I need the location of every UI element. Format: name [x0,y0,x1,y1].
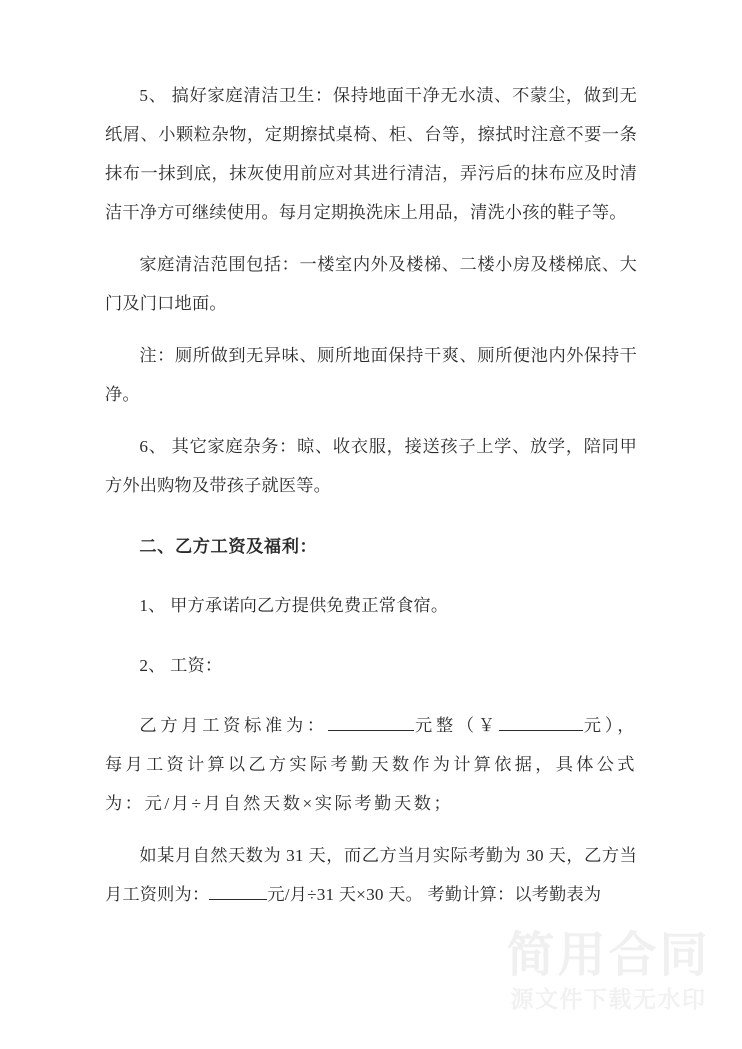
watermark [486,928,731,1014]
paragraph-cleaning-scope: 家庭清洁范围包括：一楼室内外及楼梯、二楼小房及楼梯底、大门及门口地面。 [105,255,637,313]
paragraph-salary-standard [105,706,637,823]
paragraph-note-toilet: 注：厕所做到无异味、厕所地面保持干爽、厕所便池内外保持干净。 [105,346,637,404]
salary-text-part-1: 乙方月工资标准为： [139,716,328,735]
salary-text-part-2: 元整（￥ [413,716,499,735]
watermark-brand-text: 简用合同 [506,926,711,983]
paragraph-benefit-2: 2、 工资： [139,656,223,675]
salary-text-part-3: 元），每月工资计算以乙方实际考勤天数作为计算依据，具体公式为：元/月÷月自然天数×实际考勤天数； [105,716,638,813]
paragraph-clause-6: 6、 其它家庭杂务：晾、收衣服，接送孩子上学、放学，陪同甲方外出购物及带孩子就医等。 [105,437,637,495]
section-heading-benefits: 二、乙方工资及福利： [139,537,318,556]
salary-blank-amount-chinese[interactable] [328,730,414,731]
paragraph-benefit-1: 1、 甲方承诺向乙方提供免费正常食宿。 [139,596,449,615]
salary-blank-amount-numeric[interactable] [499,730,583,731]
example-text-part-1: 如某月自然天数为 31 天，而乙方当月实际考勤为 30 天，乙方当月工资则为： [105,846,637,904]
example-text-part-2: 元/月÷31 天×30 天。 考勤计算：以考勤表为 [267,885,602,904]
paragraph-clause-5: 5、 搞好家庭清洁卫生：保持地面干净无水渍、不蒙尘，做到无纸屑、小颗粒杂物，定期擦拭桌椅、柜、台等，擦拭时注意不要一条抹布一抹到底，抹灰使用前应对其进行清洁，弄污后的抹布应及时清洁干净方可继续使用。每月定期换洗床上用品，清洗小孩的鞋子等。 [105,86,637,222]
example-blank-monthly-salary[interactable] [209,899,267,900]
document-body [105,76,637,927]
paragraph-salary-example [105,836,637,914]
watermark-subtitle-text: 源文件下载无水印 [510,986,707,1013]
